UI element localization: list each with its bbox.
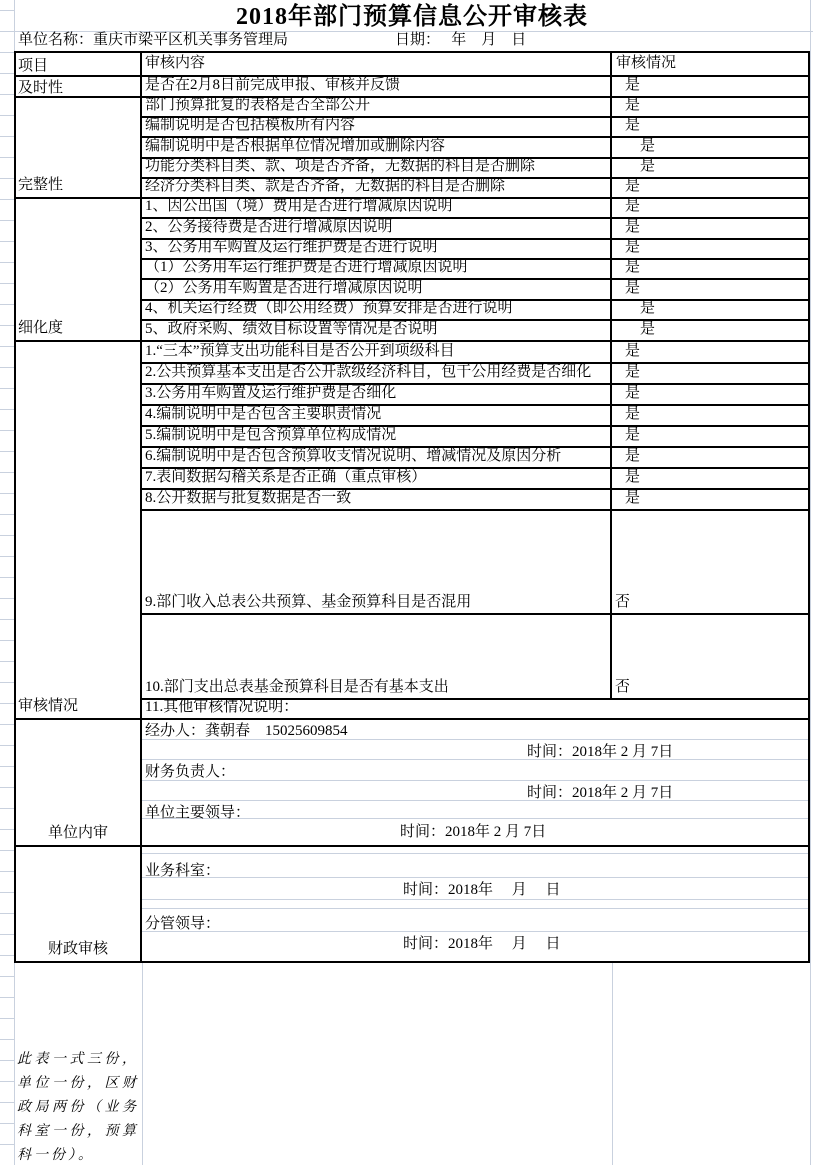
content-cell: 4.编制说明中是否包含主要职责情况	[142, 406, 612, 425]
status-cell: 是	[625, 427, 641, 443]
finance-audit-cell	[142, 847, 808, 961]
table-row	[142, 509, 808, 613]
content-cell: 9.部门收入总表公共预算、基金预算科目是否混用	[142, 511, 612, 613]
content-cell: （2）公务用车购置是否进行增减原因说明	[142, 280, 612, 299]
table-row	[142, 383, 808, 404]
gridline	[142, 908, 808, 909]
content-cell: 2、公务接待费是否进行增减原因说明	[142, 219, 612, 238]
branch-leader-line: 分管领导：	[145, 916, 221, 932]
status-cell: 是	[625, 490, 641, 506]
table-row	[142, 177, 808, 197]
table-row	[142, 238, 808, 258]
date-label: 日期： 年 月 日	[395, 32, 527, 48]
status-cell: 是	[625, 406, 641, 422]
page-title: 2018年部门预算信息公开审核表	[236, 4, 588, 30]
table-row	[142, 77, 808, 96]
status-cell: 是	[625, 239, 641, 255]
table-row	[142, 258, 808, 278]
content-cell: 4、机关运行经费（即公用经费）预算安排是否进行说明	[142, 301, 612, 319]
header-row	[16, 53, 808, 75]
time-line-2: 时间：2018年 2 月 7日	[527, 785, 674, 801]
content-cell: 8.公开数据与批复数据是否一致	[142, 490, 612, 509]
section-label-review: 审核情况	[16, 342, 142, 718]
unit-date-line	[14, 31, 810, 51]
content-cell: 1、因公出国（境）费用是否进行增减原因说明	[142, 199, 612, 217]
header-item-cell: 项目	[16, 53, 142, 75]
time-line-3: 时间：2018年 2 月 7日	[400, 824, 547, 840]
content-cell: 3、公务用车购置及运行维护费是否进行说明	[142, 240, 612, 258]
gridline	[142, 931, 808, 932]
table-row	[142, 319, 808, 340]
gridline	[142, 759, 808, 760]
status-cell: 是	[625, 219, 641, 235]
table-row	[142, 613, 808, 698]
content-cell: 5.编制说明中是包含预算单位构成情况	[142, 427, 612, 446]
business-office-line: 业务科室：	[145, 863, 221, 879]
table-row	[142, 698, 808, 718]
time-line-4: 时间：2018年 月 日	[403, 882, 561, 898]
status-cell: 是	[640, 300, 656, 316]
table-row	[142, 446, 808, 467]
section-review	[16, 340, 808, 718]
content-cell: 编制说明中是否根据单位情况增加或删除内容	[142, 138, 612, 157]
header-content-cell: 审核内容	[142, 53, 612, 75]
status-cell: 是	[625, 469, 641, 485]
section-label-completeness: 完整性	[16, 98, 142, 197]
status-cell: 否	[615, 679, 631, 695]
content-cell: 3.公务用车购置及运行维护费是否细化	[142, 385, 612, 404]
table-row	[142, 98, 808, 116]
content-cell: 10.部门支出总表基金预算科目是否有基本支出	[142, 615, 612, 698]
content-cell: （1）公务用车运行维护费是否进行增减原因说明	[142, 260, 612, 278]
unit-name-label: 单位名称：重庆市梁平区机关事务管理局	[18, 32, 289, 48]
section-label-finance-audit: 财政审核	[16, 847, 142, 961]
status-cell: 是	[640, 321, 656, 337]
unit-leader-line: 单位主要领导：	[145, 805, 251, 821]
section-internal-audit	[16, 718, 808, 845]
status-cell: 是	[625, 117, 641, 133]
table-row	[142, 425, 808, 446]
section-label-timeliness: 及时性	[16, 77, 142, 96]
table-row	[142, 362, 808, 383]
table-row	[142, 404, 808, 425]
content-cell: 功能分类科目类、款、项是否齐备，无数据的科目是否删除	[142, 159, 612, 177]
table-row	[142, 467, 808, 488]
gridline	[142, 963, 143, 1165]
status-cell: 否	[615, 594, 631, 610]
header-status-cell: 审核情况	[616, 54, 677, 71]
status-cell: 是	[625, 385, 641, 401]
content-cell: 1.“三本”预算支出功能科目是否公开到项级科目	[142, 342, 612, 362]
section-timeliness	[16, 75, 808, 96]
content-cell: 6.编制说明中是否包含预算收支情况说明、增减情况及原因分析	[142, 448, 612, 467]
table-row	[142, 342, 808, 362]
gridline	[14, 963, 15, 1165]
status-cell: 是	[625, 77, 641, 93]
section-label-refinement: 细化度	[16, 199, 142, 340]
table-row	[142, 116, 808, 136]
internal-audit-cell	[142, 720, 808, 845]
section-completeness	[16, 96, 808, 197]
status-cell: 是	[625, 448, 641, 464]
gridline	[142, 899, 808, 900]
table-row	[142, 157, 808, 177]
table-row	[142, 217, 808, 238]
gridline	[142, 853, 808, 854]
status-cell: 是	[625, 343, 641, 359]
table-row	[142, 278, 808, 299]
section-label-internal-audit: 单位内审	[16, 720, 142, 845]
content-cell: 11.其他审核情况说明：	[145, 700, 299, 715]
content-cell: 5、政府采购、绩效目标设置等情况是否说明	[142, 321, 612, 340]
content-cell: 是否在2月8日前完成申报、审核并反馈	[142, 77, 612, 96]
status-cell: 是	[625, 280, 641, 296]
finance-head-line: 财务负责人：	[145, 764, 236, 780]
gridline	[142, 877, 808, 878]
operator-line: 经办人：龚朝春 15025609854	[145, 723, 348, 739]
gridline	[142, 780, 808, 781]
status-cell: 是	[625, 364, 641, 380]
status-cell: 是	[640, 158, 656, 174]
audit-table	[14, 51, 810, 963]
content-cell: 2.公共预算基本支出是否公开款级经济科目，包干公用经费是否细化	[142, 364, 612, 383]
table-row	[142, 299, 808, 319]
section-finance-audit	[16, 845, 808, 961]
content-cell: 部门预算批复的表格是否全部公开	[142, 98, 612, 116]
copies-note: 此表一式三份，单位一份，区财政局两份（业务科室一份，预算科一份）。	[17, 1052, 139, 1163]
gridline	[612, 963, 613, 1165]
status-cell: 是	[625, 178, 641, 194]
time-line-1: 时间：2018年 2 月 7日	[527, 744, 674, 760]
table-row	[142, 488, 808, 509]
status-cell: 是	[625, 97, 641, 113]
status-cell: 是	[625, 259, 641, 275]
gridline	[810, 0, 811, 1165]
content-cell: 7.表间数据勾稽关系是否正确（重点审核）	[142, 469, 612, 488]
time-line-5: 时间：2018年 月 日	[403, 936, 561, 952]
status-cell: 是	[640, 138, 656, 154]
section-refinement	[16, 197, 808, 340]
gridline	[142, 800, 808, 801]
left-margin-gridlines	[0, 0, 14, 1165]
content-cell: 经济分类科目类、款是否齐备，无数据的科目是否删除	[142, 179, 612, 197]
status-cell: 是	[625, 198, 641, 214]
table-row	[142, 199, 808, 217]
content-cell: 编制说明是否包括模板所有内容	[142, 118, 612, 136]
table-row	[142, 136, 808, 157]
